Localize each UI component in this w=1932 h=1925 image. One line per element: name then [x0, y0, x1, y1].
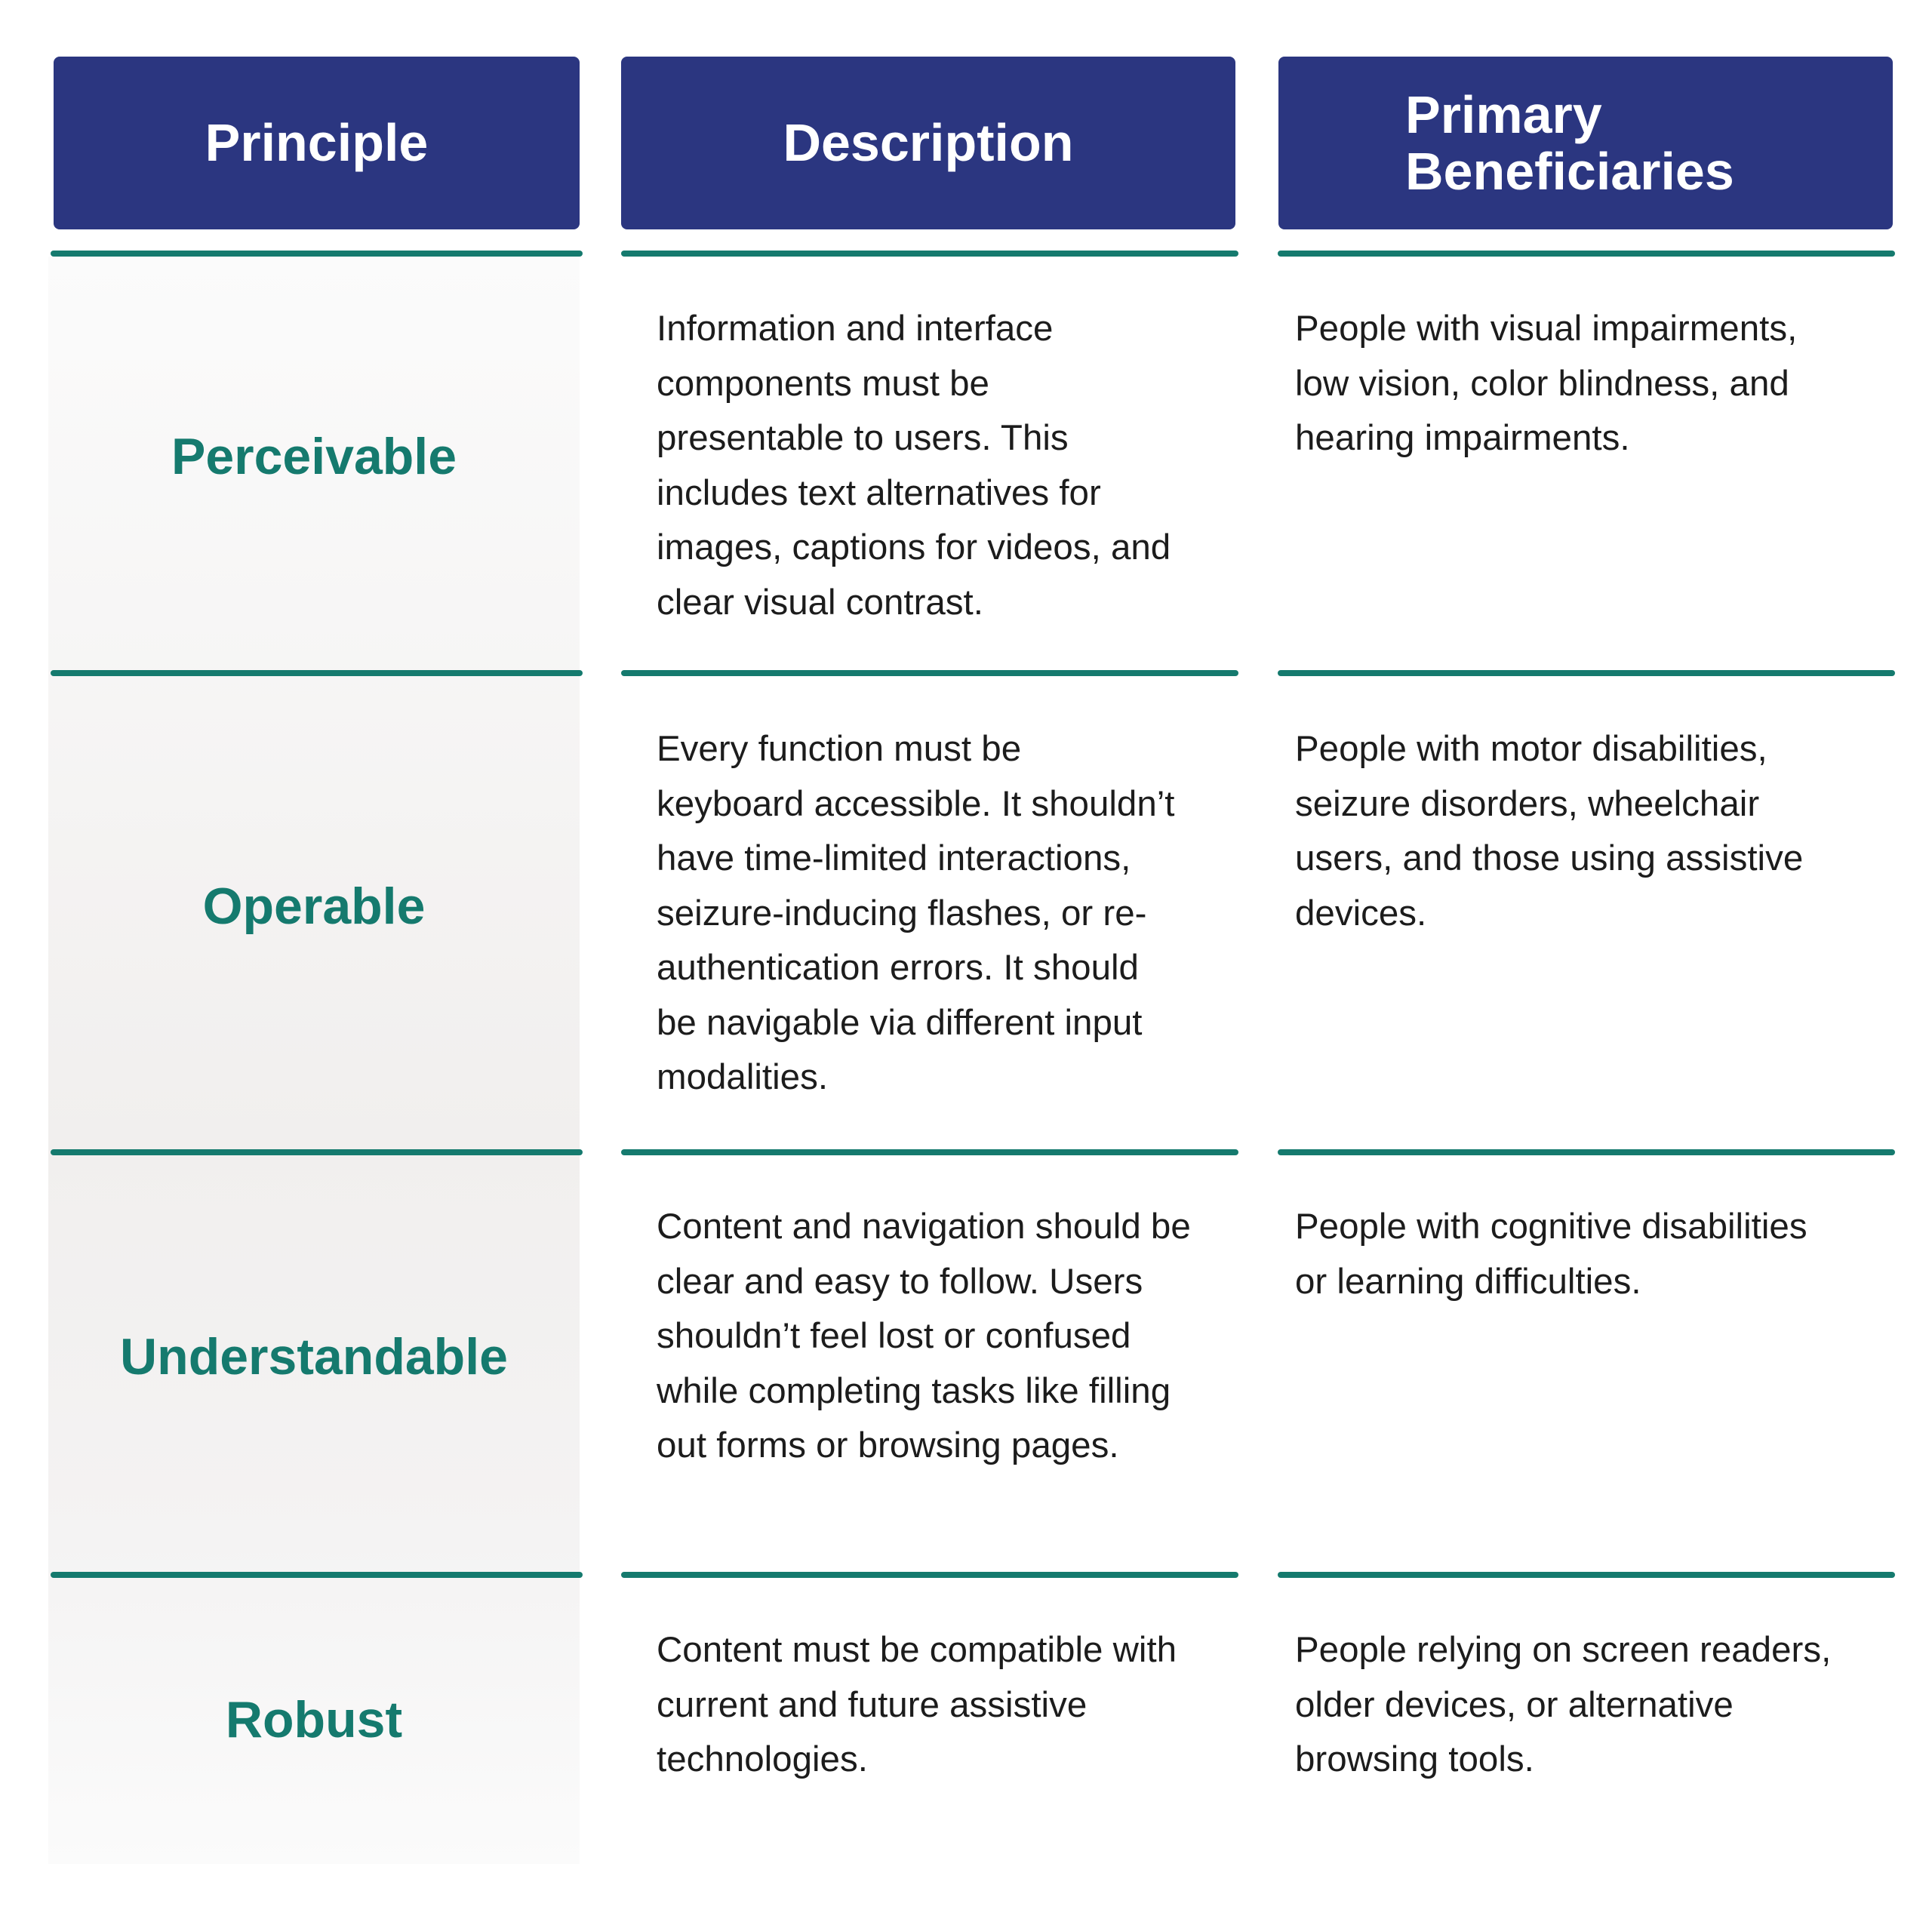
description-line: includes text alternatives for	[657, 472, 1101, 513]
row-rule	[621, 1149, 1238, 1155]
description-line: be navigable via different input	[657, 1002, 1143, 1043]
description-line: keyboard accessible. It shouldn’t	[657, 783, 1175, 824]
header-description-label: Description	[783, 113, 1074, 172]
description-line: Content and navigation should be	[657, 1207, 1191, 1247]
description-line: presentable to users. This	[657, 418, 1069, 458]
description-line: while completing tasks like filling	[657, 1370, 1171, 1411]
description-line: images, captions for videos, and	[657, 527, 1171, 567]
header-description	[621, 57, 1235, 229]
description-line: seizure-inducing flashes, or re-	[657, 893, 1147, 933]
description-line: have time-limited interactions,	[657, 838, 1131, 878]
row-rule	[621, 670, 1238, 676]
beneficiaries-line: or learning difficulties.	[1295, 1261, 1641, 1302]
description-operable	[657, 722, 1245, 1105]
description-line: components must be	[657, 363, 989, 404]
header-beneficiaries-line-2: Beneficiaries	[1405, 141, 1734, 201]
description-understandable	[657, 1200, 1245, 1474]
row-rule	[1278, 1149, 1895, 1155]
description-line: current and future assistive	[657, 1684, 1088, 1725]
beneficiaries-line: seizure disorders, wheelchair	[1295, 783, 1760, 824]
beneficiaries-line: hearing impairments.	[1295, 418, 1630, 458]
beneficiaries-perceivable	[1295, 302, 1899, 466]
beneficiaries-line: users, and those using assistive	[1295, 838, 1804, 878]
principle-understandable: Understandable	[120, 1328, 508, 1385]
row-rule	[51, 1572, 583, 1578]
principle-robust: Robust	[225, 1691, 403, 1748]
beneficiaries-understandable	[1295, 1200, 1899, 1309]
description-line: shouldn’t feel lost or confused	[657, 1316, 1131, 1356]
beneficiaries-line: People with cognitive disabilities	[1295, 1207, 1807, 1247]
row-rule	[621, 251, 1238, 257]
row-rule	[621, 1572, 1238, 1578]
header-beneficiaries-label	[1405, 87, 1734, 200]
row-rule	[1278, 251, 1895, 257]
description-line: authentication errors. It should	[657, 948, 1139, 988]
beneficiaries-line: People with visual impairments,	[1295, 309, 1798, 349]
beneficiaries-robust	[1295, 1623, 1899, 1788]
principle-column-background	[48, 257, 580, 1864]
beneficiaries-line: People relying on screen readers,	[1295, 1630, 1832, 1670]
beneficiaries-line: People with motor disabilities,	[1295, 729, 1767, 769]
beneficiaries-line: older devices, or alternative	[1295, 1684, 1734, 1725]
description-line: Information and interface	[657, 309, 1054, 349]
description-line: clear visual contrast.	[657, 582, 983, 623]
description-robust	[657, 1623, 1245, 1788]
beneficiaries-operable	[1295, 722, 1899, 941]
beneficiaries-line: low vision, color blindness, and	[1295, 363, 1789, 404]
row-rule	[51, 1149, 583, 1155]
principle-operable: Operable	[202, 878, 426, 935]
row-rule	[1278, 1572, 1895, 1578]
row-rule	[1278, 670, 1895, 676]
description-line: technologies.	[657, 1739, 868, 1779]
row-rule	[51, 670, 583, 676]
header-primary-beneficiaries	[1278, 57, 1893, 229]
beneficiaries-line: browsing tools.	[1295, 1739, 1534, 1779]
header-principle-label: Principle	[205, 113, 429, 172]
description-line: out forms or browsing pages.	[657, 1425, 1119, 1465]
description-line: Every function must be	[657, 729, 1022, 769]
principle-perceivable: Perceivable	[171, 428, 457, 485]
header-beneficiaries-line-1: Primary	[1405, 85, 1602, 144]
header-principle	[54, 57, 580, 229]
description-line: Content must be compatible with	[657, 1630, 1177, 1670]
description-perceivable	[657, 302, 1245, 630]
row-rule	[51, 251, 583, 257]
description-line: modalities.	[657, 1057, 829, 1097]
beneficiaries-line: devices.	[1295, 893, 1427, 933]
description-line: clear and easy to follow. Users	[657, 1261, 1143, 1302]
